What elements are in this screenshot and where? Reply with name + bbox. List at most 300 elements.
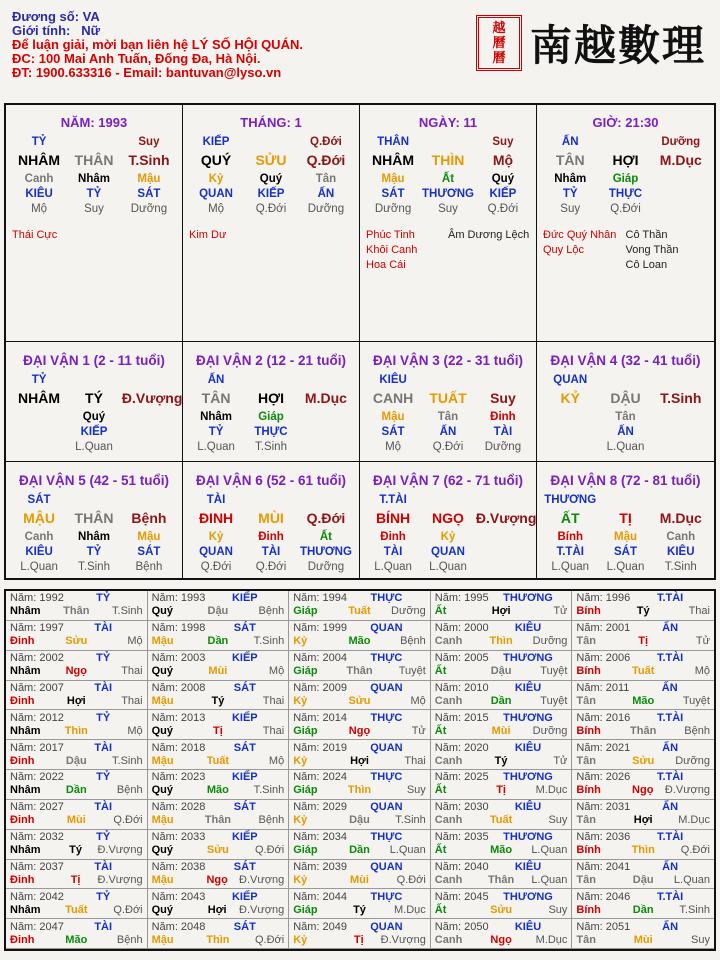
chart-value: Suy: [438, 202, 458, 215]
year-phase: L.Quan: [531, 873, 568, 886]
year-label: Năm: 1993: [151, 592, 206, 605]
chart-row: [543, 372, 708, 387]
chart-row: [12, 409, 176, 424]
chart-value: Mộ: [492, 152, 514, 168]
year-cell: [148, 919, 290, 949]
gender-value: Nữ: [81, 23, 100, 38]
pillar-cell: [360, 105, 537, 342]
year-star: T.TÀI: [656, 890, 684, 903]
chart-value: Mậu: [137, 172, 161, 185]
star-name: Cô Thần: [625, 229, 668, 241]
year-branch: Sửu: [65, 635, 88, 648]
chart-value: Giáp: [258, 410, 284, 423]
chart-value: Nhâm: [554, 172, 587, 185]
chart-row: [366, 149, 530, 171]
year-phase: Thai: [404, 754, 426, 767]
year-branch: Dậu: [632, 873, 654, 886]
year-branch: Thân: [204, 814, 232, 827]
year-label: Năm: 2005: [434, 652, 489, 665]
chart-value: Quý: [82, 410, 106, 423]
year-label: Năm: 2044: [293, 890, 347, 903]
year-phase: Đ.Vượng: [239, 873, 285, 886]
year-star: THƯƠNG: [503, 592, 553, 605]
chart-row: [189, 507, 353, 529]
pillar-title: THÁNG: 1: [240, 115, 302, 130]
chart-row: [12, 439, 176, 454]
chart-value: SÁT: [27, 493, 51, 506]
year-star: SÁT: [233, 681, 256, 694]
year-stem: Quý: [151, 605, 173, 618]
chart-row: [189, 372, 353, 387]
year-cell: [289, 860, 431, 890]
year-cell: [6, 860, 148, 890]
star-name: Hoa Cái: [366, 259, 406, 271]
year-stem: Quý: [151, 844, 173, 857]
chart-row: [366, 387, 530, 409]
chart-value: T.Sinh: [128, 152, 170, 168]
chart-value: Kỷ: [440, 530, 456, 543]
year-cell: [572, 740, 714, 770]
chart-value: Q.Đới: [310, 135, 342, 148]
chart-value: L.Quan: [75, 440, 113, 453]
chart-value: QUÝ: [200, 152, 232, 168]
chart-value: NHÂM: [18, 390, 61, 406]
year-label: Năm: 2027: [10, 801, 64, 814]
year-phase: T.Sinh: [253, 635, 285, 648]
year-cell: [289, 740, 431, 770]
year-branch: Thìn: [631, 844, 655, 857]
year-stem: Bính: [576, 784, 601, 797]
pillar-title: GIỜ: 21:30: [592, 115, 659, 130]
chart-value: SỬU: [255, 152, 287, 168]
year-stem: Giáp: [293, 784, 318, 797]
year-phase: Mộ: [268, 665, 285, 678]
chart-value: Q.Đới: [432, 440, 464, 453]
chart-value: Ất: [441, 172, 455, 185]
chart-row: [543, 559, 708, 574]
year-label: Năm: 2008: [151, 681, 206, 694]
dai-van-cell: [183, 462, 360, 578]
year-label: Năm: 2017: [10, 741, 64, 754]
chart-value: Q.Đới: [306, 152, 346, 168]
pillars-grid: [4, 103, 716, 580]
year-branch: Dậu: [490, 665, 512, 678]
year-label: Năm: 2004: [293, 652, 347, 665]
chart-value: L.Quan: [374, 560, 412, 573]
year-phase: Tử: [695, 635, 710, 648]
year-star: ẤN: [662, 801, 679, 814]
year-branch: Mão: [490, 844, 513, 857]
year-phase: M.Dục: [678, 814, 710, 827]
year-branch: Tý: [353, 903, 366, 916]
year-cell: [6, 681, 148, 711]
year-stem: Bính: [576, 605, 601, 618]
year-branch: Thân: [346, 665, 373, 678]
year-label: Năm: 2000: [434, 622, 489, 635]
year-star: THƯƠNG: [503, 890, 553, 903]
year-cell: [431, 830, 573, 860]
chart-row: [543, 492, 708, 507]
chart-value: Mậu: [381, 410, 405, 423]
year-star: KIÊU: [514, 860, 542, 873]
year-cell: [289, 591, 431, 621]
year-stem: Ất: [434, 844, 447, 857]
chart-value: KIÊU: [667, 545, 695, 558]
year-stem: Ất: [434, 665, 447, 678]
year-phase: Đ.Vượng: [239, 903, 285, 916]
year-cell: [148, 621, 290, 651]
year-cell: [289, 621, 431, 651]
year-label: Năm: 2023: [151, 771, 206, 784]
chart-value: ẤN: [317, 187, 335, 200]
year-cell: [6, 830, 148, 860]
year-label: Năm: 2043: [151, 890, 206, 903]
year-star: KIẾP: [231, 890, 258, 903]
chart-value: L.Quan: [429, 560, 467, 573]
chart-value: Ất: [319, 530, 332, 543]
year-cell: [289, 710, 431, 740]
chart-row: [189, 544, 353, 559]
year-star: THỰC: [370, 592, 403, 605]
year-cell: [572, 800, 714, 830]
year-stem: Tân: [576, 694, 596, 707]
year-star: THƯƠNG: [503, 652, 553, 665]
year-phase: Q.Đới: [113, 814, 143, 827]
chart-value: TỶ: [208, 425, 224, 438]
year-phase: Bệnh: [116, 784, 143, 797]
year-phase: M.Dục: [394, 903, 426, 916]
stars-column: [626, 228, 709, 273]
year-label: Năm: 2009: [293, 681, 347, 694]
stars-column: [271, 228, 353, 243]
year-star: THỰC: [370, 890, 403, 903]
year-branch: Thân: [63, 605, 90, 618]
year-phase: Thai: [688, 605, 710, 618]
chart-value: TỶ: [562, 187, 578, 200]
year-star: KIẾP: [231, 711, 258, 724]
year-label: Năm: 2050: [434, 920, 489, 933]
year-star: KIÊU: [514, 920, 542, 933]
year-stem: Mậu: [151, 635, 174, 648]
year-stem: Quý: [151, 665, 173, 678]
year-phase: Đ.Vượng: [97, 844, 143, 857]
year-star: KIẾP: [231, 831, 258, 844]
chart-value: SÁT: [137, 187, 161, 200]
chart-row: [366, 201, 530, 216]
year-cell: [431, 889, 573, 919]
year-stem: Giáp: [293, 903, 318, 916]
chart-value: CANH: [372, 390, 414, 406]
chart-row: [12, 387, 183, 409]
chart-value: KIẾP: [489, 187, 517, 200]
year-label: Năm: 2022: [10, 771, 64, 784]
year-cell: [148, 889, 290, 919]
year-stem: Canh: [434, 635, 463, 648]
chart-value: SÁT: [381, 187, 405, 200]
chart-value: MÙI: [258, 510, 284, 526]
year-branch: Tị: [496, 784, 506, 797]
chart-value: THƯƠNG: [299, 545, 352, 558]
year-stem: Tân: [576, 873, 596, 886]
year-label: Năm: 1997: [10, 622, 64, 635]
chart-row: [12, 507, 176, 529]
chart-value: Kỷ: [208, 172, 224, 185]
chart-value: M.Dục: [659, 510, 702, 526]
year-cell: [431, 800, 573, 830]
chart-row: [189, 134, 353, 149]
year-branch: Tị: [638, 635, 649, 648]
stars-column: [12, 228, 94, 243]
chart-row: [543, 544, 708, 559]
year-stem: Đinh: [10, 694, 35, 707]
chart-value: NHÂM: [372, 152, 415, 168]
year-label: Năm: 2029: [293, 801, 347, 814]
year-label: Năm: 2006: [576, 652, 631, 665]
year-star: ẤN: [662, 622, 679, 635]
year-label: Năm: 2040: [434, 860, 489, 873]
year-phase: L.Quan: [531, 844, 568, 857]
year-stem: Đinh: [10, 635, 35, 648]
chart-value: Bệnh: [131, 510, 167, 526]
chart-value: Tân: [615, 410, 636, 423]
year-branch: Ngọ: [65, 665, 87, 678]
address-line: ĐC: 100 Mai Anh Tuấn, Đống Đa, Hà Nội.: [12, 51, 261, 66]
chart-value: THÌN: [431, 152, 465, 168]
year-branch: Mão: [206, 784, 229, 797]
year-stem: Canh: [434, 873, 463, 886]
year-phase: Thai: [262, 694, 285, 707]
year-star: TỶ: [96, 711, 111, 724]
year-stem: Bính: [576, 903, 601, 916]
chart-value: M.Dục: [304, 390, 347, 406]
year-star: KIÊU: [514, 681, 542, 694]
chart-row: [543, 186, 708, 201]
chart-row: [366, 186, 530, 201]
chart-value: Q.Đới: [200, 560, 232, 573]
year-phase: Mộ: [127, 635, 143, 648]
year-cell: [431, 681, 573, 711]
year-branch: Tị: [353, 933, 364, 946]
year-branch: Ngọ: [632, 784, 654, 797]
chart-value: Dưỡng: [130, 202, 168, 215]
stars-column: [448, 228, 530, 273]
year-phase: M.Dục: [535, 784, 568, 797]
contact-line: Để luận giải, mời bạn liên hệ LÝ SỐ HỘI QUÁN.: [12, 37, 303, 52]
chart-value: KIẾP: [202, 135, 230, 148]
year-cell: [148, 681, 290, 711]
year-branch: Mão: [65, 933, 88, 946]
year-phase: Q.Đới: [680, 844, 710, 857]
year-branch: Hợi: [207, 903, 227, 916]
year-cell: [148, 591, 290, 621]
year-stem: Đinh: [10, 814, 35, 827]
chart-row: [189, 171, 353, 186]
dai-van-cell: [183, 342, 360, 462]
year-stem: Nhâm: [10, 903, 41, 916]
dai-van-cell: [6, 342, 183, 462]
chart-row: [12, 134, 176, 149]
year-cell: [6, 651, 148, 681]
chart-value: ẤN: [617, 425, 634, 438]
chart-value: TỶ: [31, 373, 47, 386]
star-name: Thái Cực: [12, 229, 58, 241]
chart-value: Suy: [560, 202, 581, 215]
year-stem: Tân: [576, 814, 596, 827]
year-star: QUAN: [370, 741, 403, 754]
chart-value: Dưỡng: [661, 135, 701, 148]
year-label: Năm: 2024: [293, 771, 347, 784]
year-label: Năm: 2002: [10, 652, 64, 665]
chart-value: THỰC: [608, 187, 643, 200]
year-branch: Mùi: [491, 724, 511, 737]
year-star: ẤN: [662, 860, 679, 873]
chart-value: Kỷ: [208, 530, 224, 543]
chart-value: THÂN: [377, 135, 410, 148]
year-phase: Q.Đới: [396, 873, 426, 886]
year-phase: Thai: [121, 665, 143, 678]
year-phase: T.Sinh: [112, 754, 143, 767]
chart-value: Đinh: [490, 410, 516, 423]
chart-value: KỶ: [560, 390, 580, 406]
year-branch: Sửu: [632, 754, 655, 767]
chart-value: ẤT: [560, 510, 580, 526]
star-name: Cô Loan: [625, 259, 668, 271]
year-branch: Ngọ: [206, 873, 228, 886]
year-label: Năm: 2003: [151, 652, 206, 665]
year-label: Năm: 2012: [10, 711, 64, 724]
chart-value: Mậu: [614, 530, 637, 543]
chart-header: [12, 10, 303, 80]
chart-value: TÂN: [555, 152, 585, 168]
chart-value: T.Sinh: [664, 560, 697, 573]
year-branch: Tuất: [631, 665, 655, 678]
year-stem: Kỷ: [293, 933, 308, 946]
chart-value: Canh: [24, 172, 54, 185]
star-name: Vong Thần: [625, 244, 679, 256]
year-star: SÁT: [233, 622, 256, 635]
chart-value: T.Sinh: [255, 440, 287, 453]
year-label: Năm: 2013: [151, 711, 206, 724]
chart-row: [366, 409, 530, 424]
year-label: Năm: 2033: [151, 831, 206, 844]
chart-row: [189, 439, 353, 454]
year-cell: [6, 919, 148, 949]
year-branch: Thìn: [489, 635, 513, 648]
year-stem: Bính: [576, 665, 601, 678]
year-star: TÀI: [94, 681, 113, 694]
chart-row: [366, 424, 530, 439]
chart-row: [12, 424, 176, 439]
stars-column: [94, 228, 176, 243]
year-label: Năm: 2014: [293, 711, 347, 724]
year-stem: Giáp: [293, 724, 318, 737]
year-cell: [6, 800, 148, 830]
year-star: KIÊU: [514, 741, 542, 754]
chart-value: Dưỡng: [307, 560, 345, 573]
chart-value: Bính: [557, 530, 583, 543]
chart-row: [12, 201, 176, 216]
year-stem: Canh: [434, 814, 463, 827]
chart-value: L.Quan: [20, 560, 58, 573]
year-stem: Mậu: [151, 694, 174, 707]
year-branch: Dậu: [207, 605, 229, 618]
year-cell: [431, 710, 573, 740]
chart-row: [366, 439, 530, 454]
chart-value: L.Quan: [551, 560, 590, 573]
year-star: THỰC: [370, 652, 403, 665]
year-branch: Dậu: [65, 754, 87, 767]
year-cell: [148, 830, 290, 860]
chart-value: QUAN: [199, 187, 233, 200]
year-stem: Quý: [151, 724, 173, 737]
chart-value: T.Sinh: [78, 560, 110, 573]
chart-row: [189, 186, 353, 201]
chart-value: Q.Đới: [487, 202, 519, 215]
year-phase: Tuyệt: [682, 694, 710, 707]
year-stem: Ất: [434, 784, 447, 797]
chart-row: [543, 201, 708, 216]
year-phase: Q.Đới: [113, 903, 143, 916]
year-branch: Tị: [213, 724, 223, 737]
year-star: T.TÀI: [656, 771, 684, 784]
chart-row: [366, 507, 537, 529]
year-stem: Canh: [434, 754, 463, 767]
year-cell: [572, 651, 714, 681]
year-phase: Suy: [691, 933, 710, 946]
chart-value: Mậu: [381, 172, 405, 185]
chart-row: [543, 171, 708, 186]
year-cell: [148, 651, 290, 681]
chart-value: TÝ: [85, 390, 103, 406]
year-branch: Ngọ: [348, 724, 371, 737]
year-cell: [289, 800, 431, 830]
year-cell: [148, 740, 290, 770]
chart-value: THÂN: [74, 510, 114, 526]
stars-block: [366, 228, 530, 273]
year-branch: Thìn: [64, 724, 88, 737]
yearly-table: [4, 589, 716, 951]
year-stem: Kỷ: [293, 814, 308, 827]
year-branch: Sửu: [206, 844, 229, 857]
dai-van-cell: [360, 462, 537, 578]
year-branch: Thân: [487, 873, 515, 886]
chart-value: TÀI: [261, 545, 281, 558]
chart-row: [366, 544, 530, 559]
chart-value: ẤN: [439, 425, 457, 438]
chart-value: M.Dục: [659, 152, 702, 168]
year-cell: [431, 770, 573, 800]
chart-value: T.Sinh: [660, 390, 702, 406]
dai-van-title: ĐẠI VẬN 7 (62 - 71 tuổi): [372, 473, 524, 488]
chart-row: [189, 201, 353, 216]
year-cell: [431, 651, 573, 681]
year-stem: Ất: [434, 903, 447, 916]
pillar-cell: [183, 105, 360, 342]
logo-text: 南越數理: [529, 21, 706, 70]
year-stem: Nhâm: [10, 844, 41, 857]
year-phase: Dưỡng: [675, 754, 710, 767]
chart-row: [543, 439, 708, 454]
year-label: Năm: 2010: [434, 681, 489, 694]
year-star: TÀI: [94, 622, 113, 635]
year-cell: [572, 681, 714, 711]
year-label: Năm: 2020: [434, 741, 489, 754]
year-branch: Mùi: [66, 814, 86, 827]
year-phase: Mộ: [127, 724, 143, 737]
chart-value: Dưỡng: [307, 202, 345, 215]
year-label: Năm: 2048: [151, 920, 206, 933]
chart-value: TỶ: [31, 135, 47, 148]
